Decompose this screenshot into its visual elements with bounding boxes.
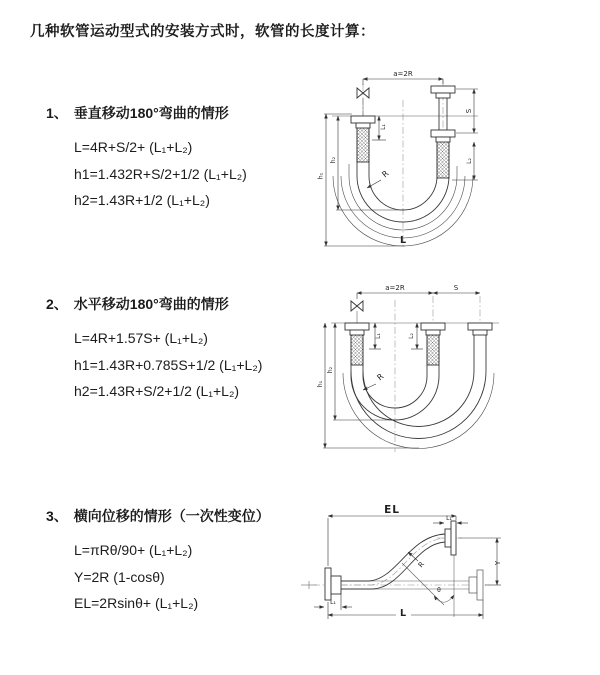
section-1-number: 1、 xyxy=(46,105,68,121)
radius-label: R xyxy=(416,560,427,570)
dim-label-l1: L₁ xyxy=(375,333,382,339)
dim-label-l2: L₂ xyxy=(408,333,415,339)
d3-radius-callout xyxy=(408,552,426,569)
d2-radius-callout xyxy=(363,372,386,390)
dim-label-s: S xyxy=(453,284,459,292)
d2-dim-l1 xyxy=(369,323,382,349)
dim-label-l1-bottom: L₁ xyxy=(330,599,336,606)
dim-label-l1-top: L₁ xyxy=(446,515,452,522)
formula-line: h1=1.43R+0.785S+1/2 (L₁+L₂) xyxy=(74,356,263,373)
d3-dim-l1-bottom xyxy=(314,594,352,610)
dim-label-l2: L₂ xyxy=(466,158,473,164)
dim-label-y: Y xyxy=(494,560,502,566)
d3-dim-l xyxy=(328,600,483,619)
dim-label-l1: L₁ xyxy=(380,124,387,130)
d2-right-fitting xyxy=(468,323,492,335)
dim-label-a2r: a=2R xyxy=(385,284,405,292)
section-2-formulas xyxy=(74,325,326,405)
formula-line: h2=1.43R+S/2+1/2 (L₁+L₂) xyxy=(74,383,240,399)
formula-line: h2=1.43R+1/2 (L₁+L₂) xyxy=(74,192,210,208)
dim-label-h2: h₂ xyxy=(327,366,334,374)
dim-label-s: S xyxy=(465,108,473,114)
page-title: 几种软管运动型式的安装方式时，软管的长度计算： xyxy=(30,24,375,40)
section-lateral-displacement xyxy=(46,506,326,617)
d2-dim-a2r xyxy=(357,284,433,299)
d2-left-fitting xyxy=(345,301,369,335)
length-label: L xyxy=(399,235,407,246)
dim-label-h1: h₁ xyxy=(317,380,324,388)
section-horizontal-movement xyxy=(46,294,326,405)
formula-line: EL=2Rsinθ+ (L₁+L₂) xyxy=(74,595,199,611)
diagram-horizontal-180-bend xyxy=(303,276,598,461)
section-2-heading xyxy=(46,294,326,314)
section-1-heading xyxy=(46,103,326,123)
section-3-number: 3、 xyxy=(46,508,68,524)
d2-hose xyxy=(343,335,494,449)
d1-dim-l2 xyxy=(452,142,478,180)
formula-line: h1=1.432R+S/2+1/2 (L₁+L₂) xyxy=(74,165,247,182)
section-3-heading xyxy=(46,506,326,526)
d2-middle-fitting xyxy=(421,323,445,335)
section-3-formulas xyxy=(74,537,326,617)
radius-label: R xyxy=(380,168,391,180)
theta-label: θ xyxy=(437,587,441,594)
formula-line: L=4R+S/2+ (L₁+L₂) xyxy=(74,139,193,155)
section-1-title: 垂直移动180°弯曲的情形 xyxy=(73,105,229,121)
diagram-vertical-180-bend xyxy=(306,64,596,254)
dim-label-l: L xyxy=(399,608,407,619)
formula-line: L=πRθ/90+ (L₁+L₂) xyxy=(74,542,193,558)
diagram-lateral-displacement xyxy=(297,496,597,631)
section-2-title: 水平移动180°弯曲的情形 xyxy=(73,296,229,312)
valve-icon xyxy=(351,301,363,311)
d3-hose xyxy=(325,521,483,600)
d2-dim-s xyxy=(433,284,480,293)
formula-line: L=4R+1.57S+ (L₁+L₂) xyxy=(74,330,208,346)
section-2-number: 2、 xyxy=(46,296,68,312)
section-vertical-movement xyxy=(46,103,326,214)
radius-label: R xyxy=(375,371,386,383)
dim-label-h2: h₂ xyxy=(330,156,337,164)
formula-line: Y=2R (1-cosθ) xyxy=(74,568,165,585)
section-1-formulas xyxy=(74,134,326,214)
section-3-title: 横向位移的情形（一次性变位） xyxy=(73,508,270,524)
d1-dim-s xyxy=(456,89,478,133)
dim-label-a2r: a=2R xyxy=(393,70,413,78)
dim-label-el: EL xyxy=(384,504,400,516)
dim-label-h1: h₁ xyxy=(317,172,325,180)
d1-dim-a2r xyxy=(363,70,443,85)
